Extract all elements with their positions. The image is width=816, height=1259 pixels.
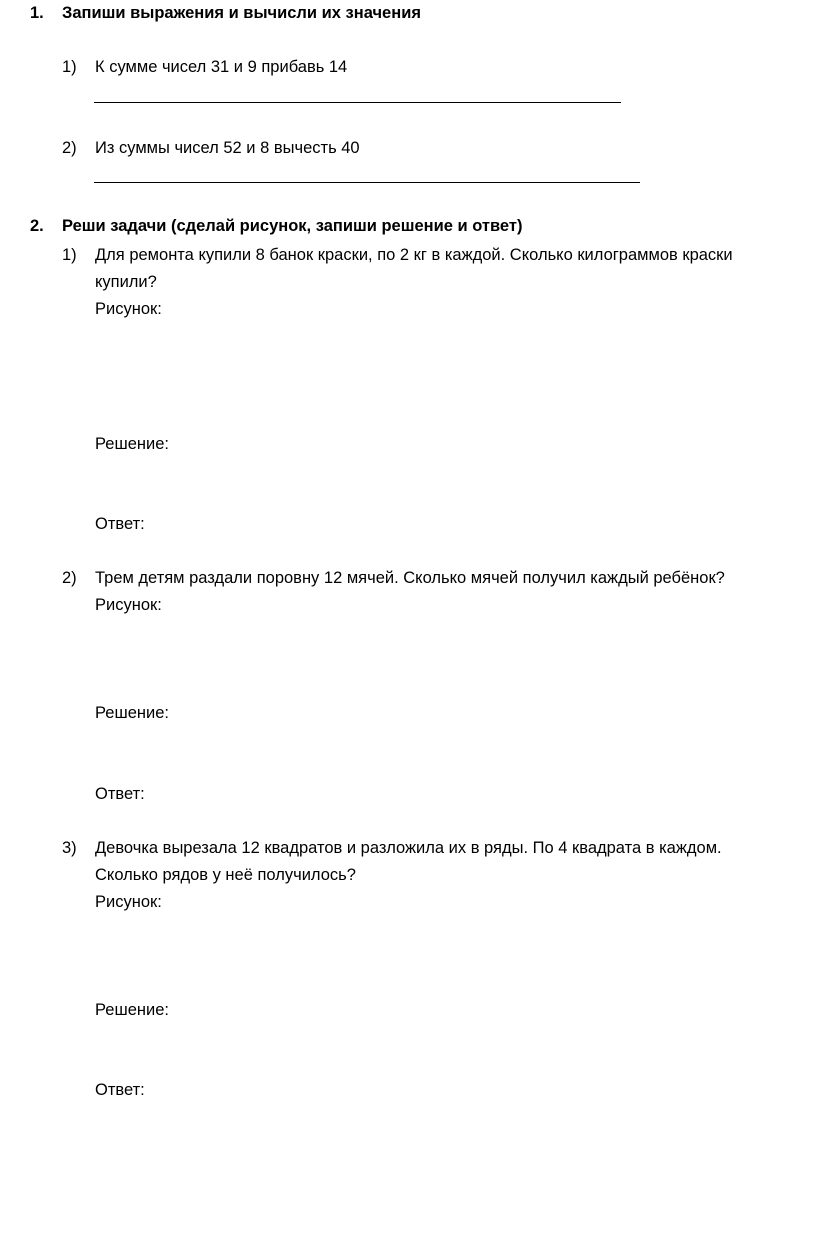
task3-answer-label: Ответ:	[95, 1081, 145, 1099]
answer-line-2	[94, 182, 640, 183]
task2-drawing-label: Рисунок:	[95, 596, 162, 614]
task1-solution-label: Решение:	[95, 435, 169, 453]
section2-title: Реши задачи (сделай рисунок, запиши решение и ответ)	[62, 217, 523, 235]
task3-text-line1: Девочка вырезала 12 квадратов и разложила их в ряды. По 4 квадрата в каждом.	[95, 839, 722, 857]
answer-line-1	[94, 102, 621, 103]
task1-answer-label: Ответ:	[95, 515, 145, 533]
section1-number: 1.	[30, 4, 44, 22]
section1-item1-number: 1)	[62, 58, 77, 76]
task1-drawing-label: Рисунок:	[95, 300, 162, 318]
task3-number: 3)	[62, 839, 77, 857]
section2-number: 2.	[30, 217, 44, 235]
section1-title: Запиши выражения и вычисли их значения	[62, 4, 421, 22]
task3-solution-label: Решение:	[95, 1001, 169, 1019]
task3-text-line2: Сколько рядов у неё получилось?	[95, 866, 356, 884]
task3-drawing-label: Рисунок:	[95, 893, 162, 911]
task1-text-line1: Для ремонта купили 8 банок краски, по 2 кг в каждой. Сколько килограммов краски	[95, 246, 733, 264]
task2-solution-label: Решение:	[95, 704, 169, 722]
section1-item1-text: К сумме чисел 31 и 9 прибавь 14	[95, 58, 348, 76]
section1-item2-text: Из суммы чисел 52 и 8 вычесть 40	[95, 139, 360, 157]
task1-text-line2: купили?	[95, 273, 157, 291]
task2-answer-label: Ответ:	[95, 785, 145, 803]
task1-number: 1)	[62, 246, 77, 264]
task2-text-line1: Трем детям раздали поровну 12 мячей. Сколько мячей получил каждый ребёнок?	[95, 569, 725, 587]
section1-item2-number: 2)	[62, 139, 77, 157]
task2-number: 2)	[62, 569, 77, 587]
